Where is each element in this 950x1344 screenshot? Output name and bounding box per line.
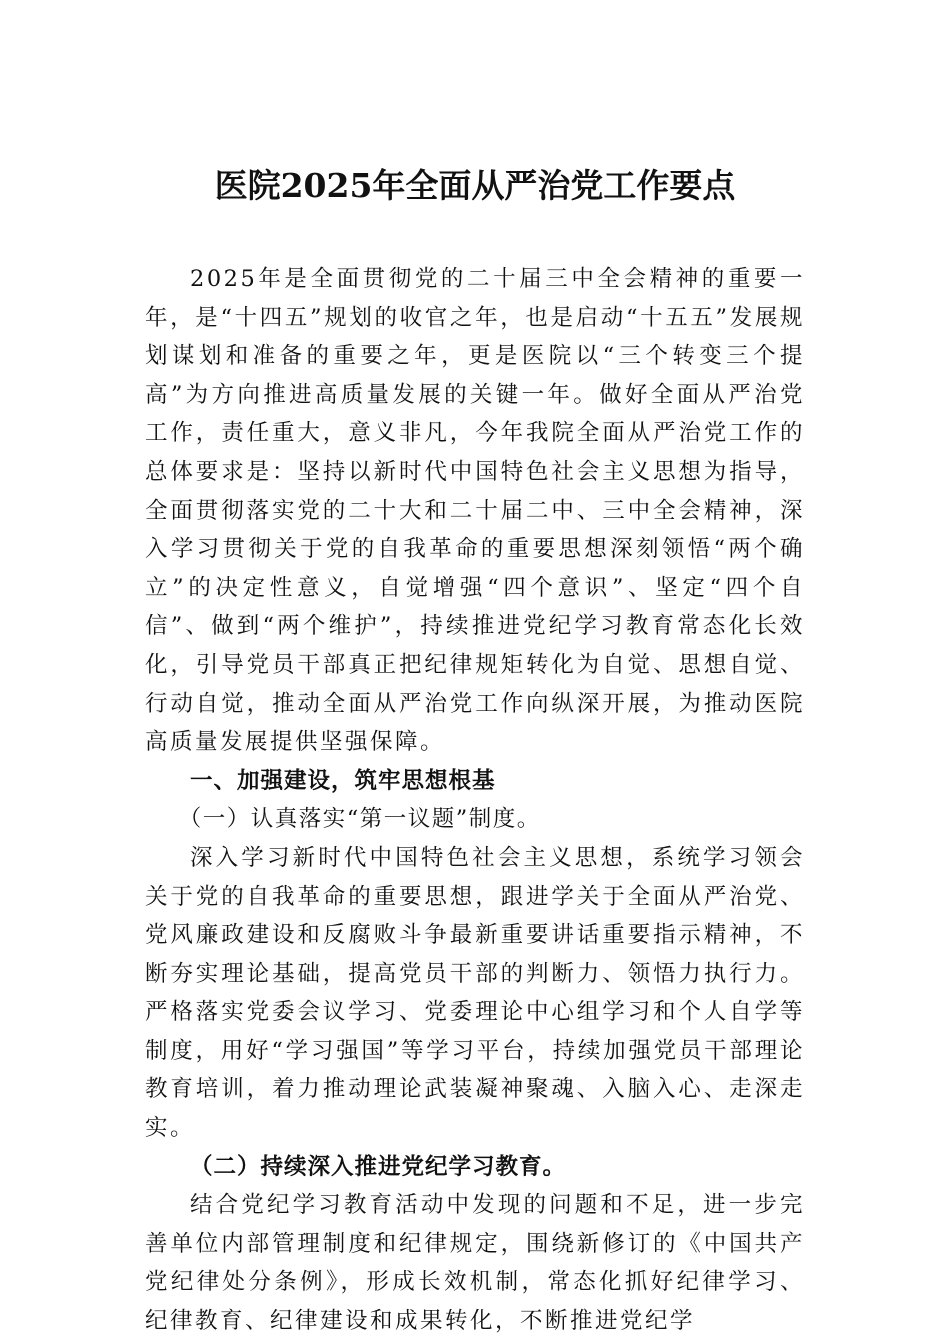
subsection-1-paragraph: 深入学习新时代中国特色社会主义思想，系统学习领会关于党的自我革命的重要思想，跟进学关于全面从严治党、党风廉政建设和反腐败斗争最新重要讲话重要指示精神，不断夯实理论基础，提高党员干部的判断力、领悟力执行力。严格落实党委会议学习、党委理论中心组学习和个人自学等制度，用好“学习强国”等学习平台，持续加强党员干部理论教育培训，着力推动理论武装凝神聚魂、入脑入心、走深走实。 — [145, 844, 805, 1142]
section-1-heading: 一、加强建设，筑牢思想根基 — [190, 767, 496, 794]
subsection-1-heading: （一）认真落实“第一议题”制度。 — [178, 806, 541, 833]
document-page — [145, 160, 805, 1341]
document-title: 医院2025年全面从严治党工作要点 — [214, 166, 736, 205]
intro-paragraph: 2025年是全面贯彻党的二十届三中全会精神的重要一年，是“十四五”规划的收官之年，也是启动“十五五”发展规划谋划和准备的重要之年，更是医院以“三个转变三个提高”为方向推进高质量发展的关键一年。做好全面从严治党工作，责任重大，意义非凡，今年我院全面从严治党工作的总体要求是：坚持以新时代中国特色社会主义思想为指导，全面贯彻落实党的二十大和二十届二中、三中全会精神，深入学习贯彻关于党的自我革命的重要思想深刻领悟“两个确立”的决定性意义，自觉增强“四个意识”、坚定“四个自信”、做到“两个维护”，持续推进党纪学习教育常态化长效化，引导党员干部真正把纪律规矩转化为自觉、思想自觉、行动自觉，推动全面从严治党工作向纵深开展，为推动医院高质量发展提供坚强保障。 — [145, 266, 805, 756]
subsection-2-paragraph: 结合党纪学习教育活动中发现的问题和不足，进一步完善单位内部管理制度和纪律规定，围绕新修订的《中国共产党纪律处分条例》，形成长效机制，常态化抓好纪律学习、纪律教育、纪律建设和成果转化，不断推进党纪学 — [145, 1192, 805, 1335]
subsection-2-heading: （二）持续深入推进党纪学习教育。 — [190, 1153, 567, 1180]
document-body — [145, 260, 805, 1341]
